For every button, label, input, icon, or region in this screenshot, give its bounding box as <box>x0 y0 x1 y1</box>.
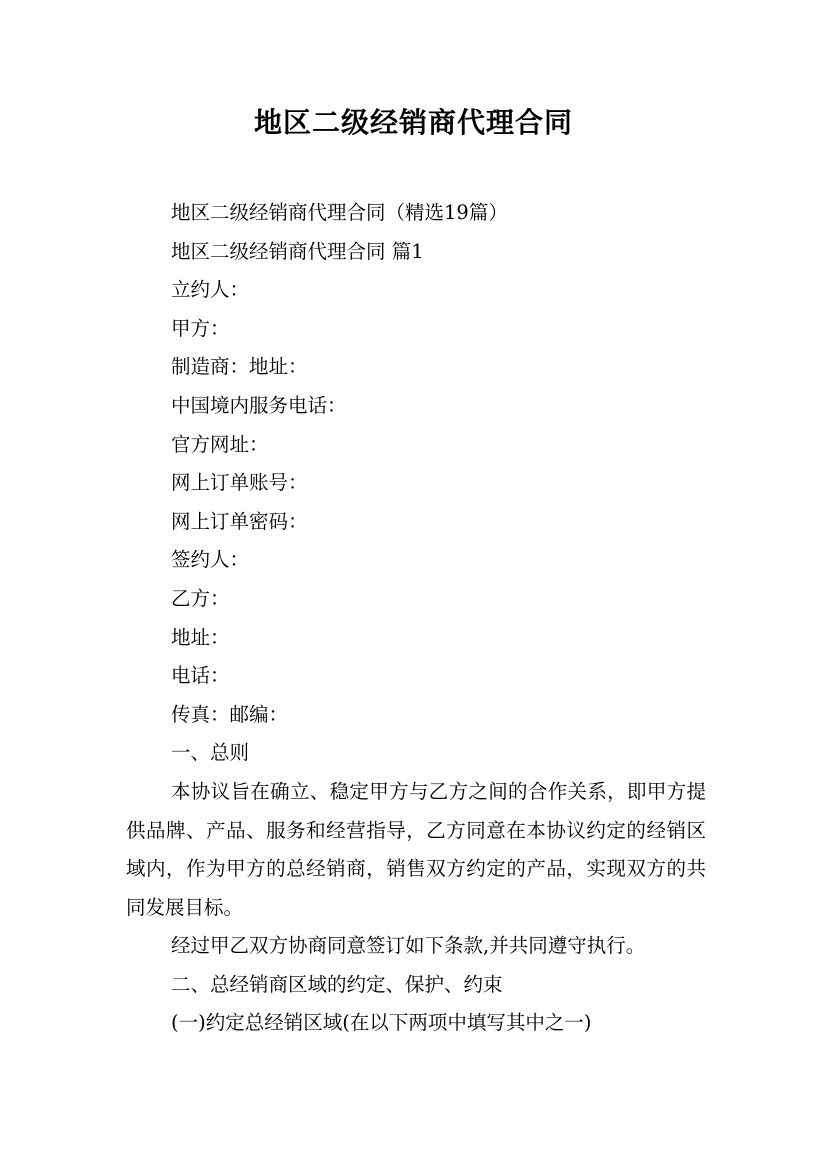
field-order-password: 网上订单密码： <box>171 509 308 533</box>
field-party-a: 甲方： <box>171 316 230 340</box>
field-service-phone: 中国境内服务电话： <box>171 393 347 417</box>
agreement-paragraph: 经过甲乙双方协商同意签订如下条款,并共同遵守执行。 <box>171 934 646 958</box>
chapter-heading: 地区二级经销商代理合同 篇1 <box>171 239 424 263</box>
field-contracting-party: 立约人： <box>171 278 250 302</box>
field-order-account: 网上订单账号： <box>171 471 308 495</box>
field-manufacturer-address: 制造商：地址： <box>171 355 308 379</box>
document-title: 地区二级经销商代理合同 <box>253 106 573 139</box>
field-website: 官方网址： <box>171 432 269 456</box>
field-party-b: 乙方： <box>171 586 230 610</box>
section-heading-region: 二、总经销商区域的约定、保护、约束 <box>171 972 503 996</box>
subtitle-line: 地区二级经销商代理合同（精选19篇） <box>171 201 508 224</box>
field-fax-postcode: 传真：邮编： <box>171 702 289 726</box>
section-heading-general: 一、总则 <box>171 741 250 765</box>
document-body <box>126 194 706 1043</box>
field-address: 地址： <box>171 625 230 649</box>
general-paragraph: 本协议旨在确立、稳定甲方与乙方之间的合作关系，即甲方提供品牌、产品、服务和经营指导，乙方同意在本协议约定的经销区域内，作为甲方的总经销商，销售双方约定的产品，实现双方的共同发展目标。 <box>126 779 706 919</box>
field-phone: 电话： <box>171 664 230 688</box>
subsection-heading-region: (一)约定总经销区域(在以下两项中填写其中之一) <box>171 1011 592 1035</box>
field-signatory: 签约人： <box>171 548 250 572</box>
